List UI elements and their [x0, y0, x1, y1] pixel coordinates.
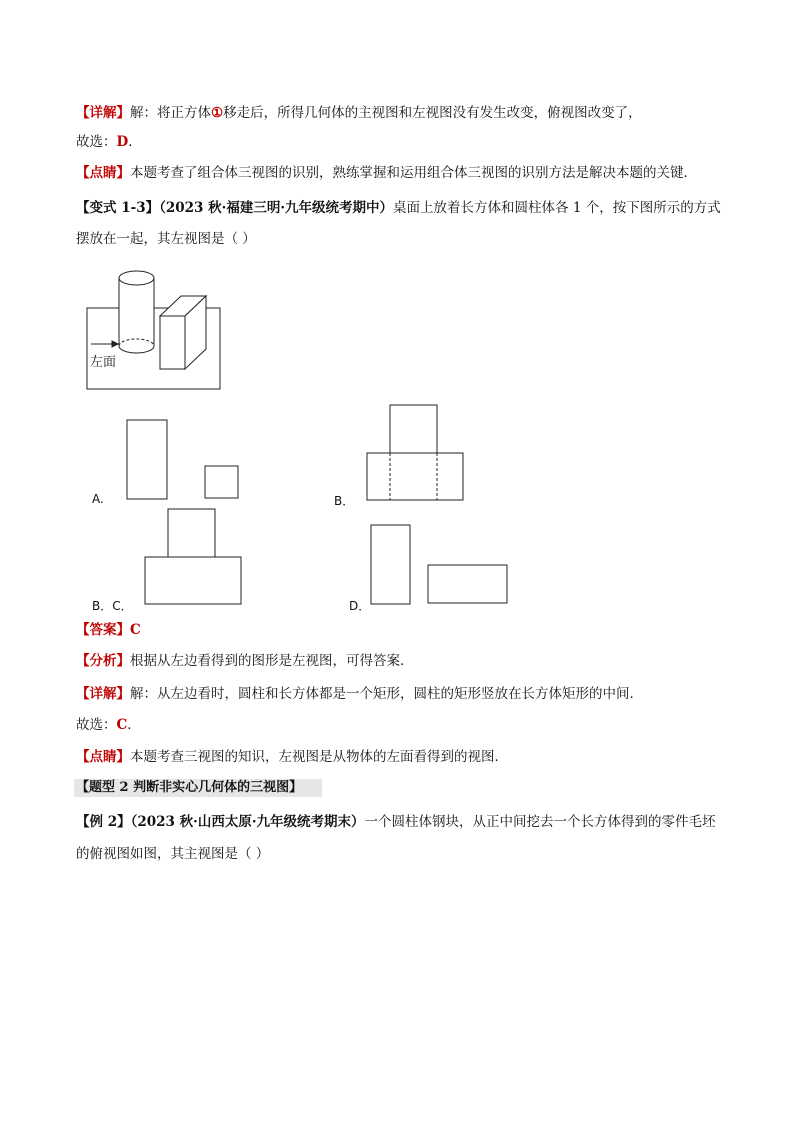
choose-line-1: 故选：D．	[76, 134, 142, 150]
section-title: 【题型 2 判断非实心几何体的三视图】	[74, 779, 322, 797]
answer-letter-2: C	[116, 717, 128, 733]
analysis-line: 【分析】根据从左边看得到的图形是左视图，可得答案．	[76, 653, 414, 669]
point-line-2: 【点睛】本题考查三视图的知识，左视图是从物体的左面看得到的视图．	[76, 749, 508, 765]
option-c-label: B．C．	[92, 599, 133, 613]
example-source: （2023 秋·山西太原·九年级统考期末）	[130, 814, 365, 830]
detail-tag-2: 【详解】	[76, 686, 130, 702]
variant-question-line-1: 【变式 1-3】（2023 秋·福建三明·九年级统考期中）桌面上放着长方体和圆柱体各 1 个，按下图所示的方式	[76, 200, 721, 216]
detail-tag: 【详解】	[76, 105, 130, 121]
circled-number: ①	[211, 105, 224, 121]
point-tag: 【点睛】	[76, 165, 130, 181]
choose-line-2: 故选：C．	[76, 717, 141, 733]
option-b-label: B．	[334, 494, 355, 508]
answer-value: C	[130, 622, 141, 638]
option-b-figure	[366, 404, 466, 504]
point-tag-2: 【点睛】	[76, 749, 130, 765]
example-2-line-1: 【例 2】（2023 秋·山西太原·九年级统考期末）一个圆柱体钢块，从正中间挖去一个长方体得到的零件毛坯	[76, 814, 716, 830]
answer-letter: D	[116, 134, 129, 150]
detail-line-2: 【详解】解：从左边看时，圆柱和长方体都是一个矩形，圆柱的矩形竖放在长方体矩形的中间．	[76, 686, 643, 702]
option-d-figure	[370, 524, 515, 606]
variant-tag: 【变式 1-3】	[76, 200, 160, 216]
left-face-label: 左面	[90, 354, 117, 369]
example-tag: 【例 2】	[76, 814, 131, 830]
variant-question-line-2: 摆放在一起，其左视图是（ ）	[76, 231, 256, 247]
analysis-tag: 【分析】	[76, 653, 130, 669]
arrangement-figure	[86, 268, 226, 393]
point-line-1: 【点睛】本题考查了组合体三视图的识别，熟练掌握和运用组合体三视图的识别方法是解决本题的关键．	[76, 165, 697, 181]
detail-line-1: 【详解】解：将正方体①移走后，所得几何体的主视图和左视图没有发生改变，俯视图改变了，	[76, 105, 642, 121]
variant-source: （2023 秋·福建三明·九年级统考期中）	[159, 200, 394, 216]
option-a-label: A.	[92, 492, 104, 506]
option-d-label: D．	[349, 599, 371, 613]
example-2-line-2: 的俯视图如图，其主视图是（ ）	[76, 846, 270, 862]
option-a-figure	[126, 419, 241, 501]
answer-line	[76, 621, 726, 639]
option-c-figure	[144, 508, 244, 608]
answer-tag: 【答案】	[76, 622, 130, 638]
